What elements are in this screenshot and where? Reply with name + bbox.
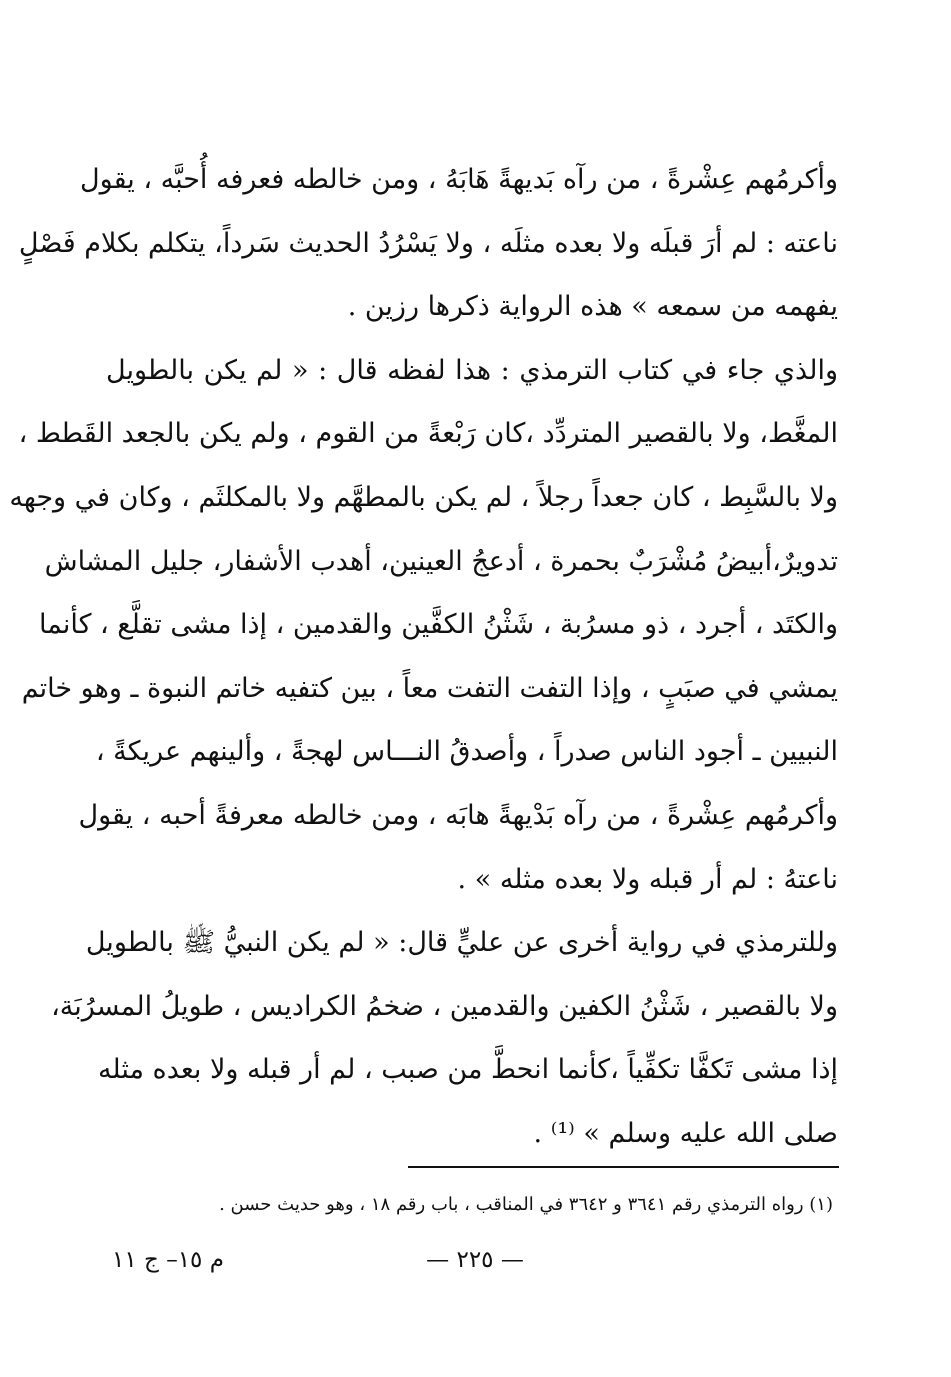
text-line: صلى الله عليه وسلم » ⁽¹⁾ . [533,1117,838,1149]
paragraph-3 [51,911,838,1165]
footnote-divider [408,1166,839,1168]
text-line: وأكرمُهم عِشْرةً ، من رآه بَدْيهةً هابَه ، ومن خالطه معرفةً أحبه ، يقول [78,799,838,831]
footnote: (١) رواه الترمذي رقم ٣٦٤١ و ٣٦٤٢ في المناقب ، باب رقم ١٨ ، وهو حديث حسن . [219,1194,833,1215]
text-line: إذا مشى تَكفَّا تكفِّياً ،كأنما انحطَّ من صبب ، لم أر قبله ولا بعده مثله [97,1054,838,1086]
text-line: يمشي في صبَبٍ ، وإذا التفت التفت معاً ، بين كتفيه خاتم النبوة ـ وهو خاتم [21,672,838,704]
text-line: تدويرٌ،أبيضُ مُشْرَبٌ بحمرة ، أدعجُ العينين، أهدب الأشفار، جليل المشاش [44,545,838,577]
main-text [9,148,838,1166]
text-line: ناعته : لم أرَ قبلَه ولا بعده مثلَه ، ولا يَسْرُدُ الحديث سَرداً، يتكلم بكلام فَصْلٍ [18,227,838,259]
text-line: ولا بالقصير ، شَثْنُ الكفين والقدمين ، ضخمُ الكراديس ، طويلُ المسرُبَة، [51,990,838,1022]
paragraph-1 [18,148,838,339]
text-line: المغَّط، ولا بالقصير المتردِّد ،كان رَبْعةً من القوم ، ولم يكن بالجعد القَطط ، [18,418,838,450]
text-line: النبيين ـ أجود الناس صدراً ، وأصدقُ النـــاس لهجةً ، وألينهم عريكةً ، [95,736,838,768]
text-line: ولا بالسَّبِط ، كان جعداً رجلاً ، لم يكن بالمطهَّم ولا بالمكلثَم ، وكان في وجهه [9,481,838,513]
printer-signature: م ١٥– ج ١١ [112,1247,224,1273]
text-line: ناعتهُ : لم أر قبله ولا بعده مثله » . [457,863,838,895]
text-line: والذي جاء في كتاب الترمذي : هذا لفظه قال : « لم يكن بالطويل [106,354,838,386]
paragraph-2 [9,339,838,911]
text-line: وأكرمُهم عِشْرةً ، من رآه بَديهةً هَابَهُ ، ومن خالطه فعرفه أُحبَّه ، يقول [80,164,838,195]
page-number: — ٢٢٥ — [426,1247,524,1273]
text-line: والكتَد ، أجرد ، ذو مسرُبة ، شَثْنُ الكفَّين والقدمين ، إذا مشى تقلَّع ، كأنما [39,609,838,641]
text-line: يفهمه من سمعه » هذه الرواية ذكرها رزين . [347,291,838,323]
text-line: وللترمذي في رواية أخرى عن عليٍّ قال: « لم يكن النبيُّ ﷺ بالطويل [85,927,838,959]
